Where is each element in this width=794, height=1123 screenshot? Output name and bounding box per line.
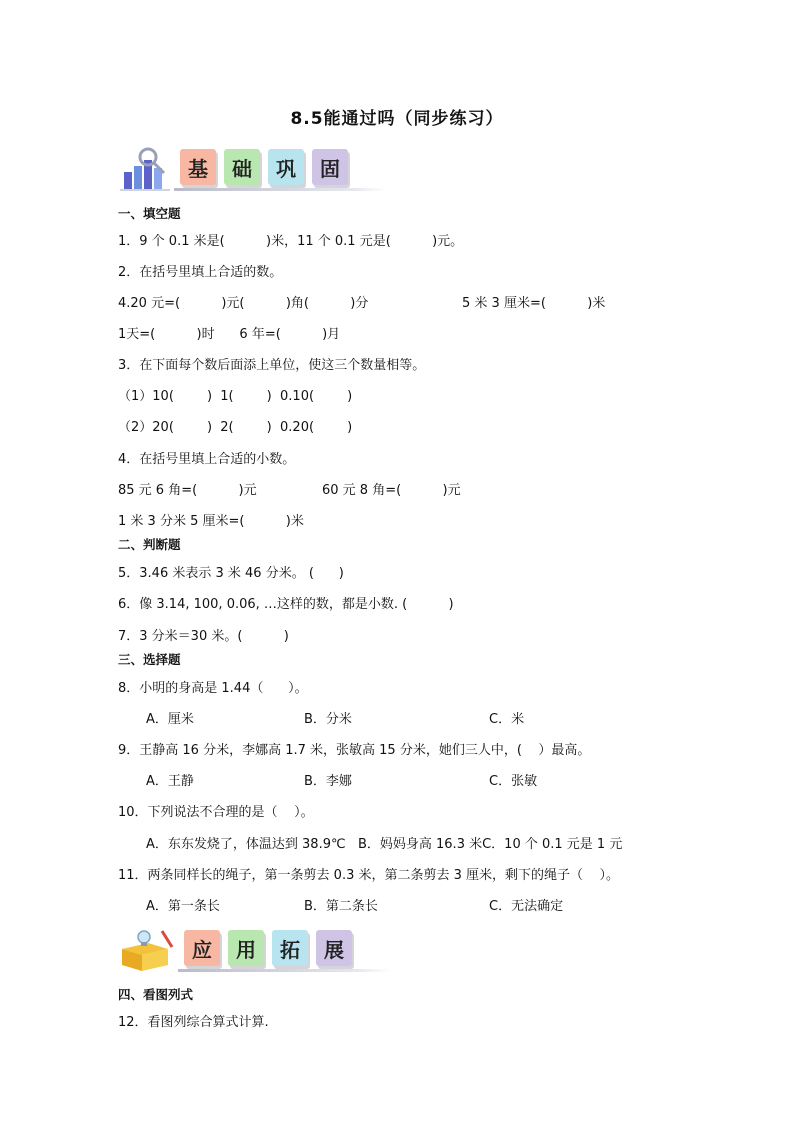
question-3: 3．在下面每个数后面添上单位，使这三个数量相等。 (118, 358, 426, 373)
page-title: 8.5能通过吗（同步练习） (290, 109, 504, 129)
bar-chart-magnifier-icon (118, 146, 176, 192)
question-2-part-c: 1天=( )时 6 年=( )月 (118, 327, 341, 342)
q8-option-c: C．米 (489, 712, 525, 727)
question-4: 4．在括号里填上合适的小数。 (118, 452, 296, 467)
question-2-part-b: 5 米 3 厘米=( )米 (462, 296, 606, 311)
question-9: 9．王静高 16 分米，李娜高 1.7 米，张敏高 15 分米，她们三人中，( ）最高。 (118, 743, 591, 758)
banner-underline (174, 188, 386, 191)
banner-tile-1: 应 (184, 930, 220, 966)
q9-option-b: B．李娜 (304, 774, 352, 789)
question-2-part-a: 4.20 元=( )元( )角( )分 (118, 296, 369, 311)
banner-underline (178, 969, 390, 972)
section-heading-multiple-choice: 三、选择题 (118, 652, 181, 667)
section-heading-true-false: 二、判断题 (118, 537, 181, 552)
question-11: 11．两条同样长的绳子，第一条剪去 0.3 米，第二条剪去 3 厘米，剩下的绳子（ ）。 (118, 868, 620, 883)
section-heading-fill-in: 一、填空题 (118, 206, 181, 221)
banner-tile-1: 基 (180, 149, 216, 185)
q8-option-a: A．厘米 (146, 712, 194, 727)
question-10: 10．下列说法不合理的是（ ）。 (118, 805, 314, 820)
question-12: 12．看图列综合算式计算. (118, 1015, 269, 1030)
question-4-part-b: 60 元 8 角=( )元 (322, 483, 461, 498)
toolbox-lightbulb-icon (118, 927, 176, 973)
banner-tile-4: 展 (316, 930, 352, 966)
q9-option-a: A．王静 (146, 774, 194, 789)
question-3-part-2: （2）20( ) 2( ) 0.20( ) (118, 420, 353, 435)
question-8: 8．小明的身高是 1.44（ ）。 (118, 681, 308, 696)
section-heading-picture-equation: 四、看图列式 (118, 987, 194, 1002)
question-4-part-a: 85 元 6 角=( )元 (118, 483, 257, 498)
banner-tile-3: 巩 (268, 149, 304, 185)
question-4-part-c: 1 米 3 分米 5 厘米=( )米 (118, 514, 304, 529)
banner-tile-2: 用 (228, 930, 264, 966)
banner-tile-2: 础 (224, 149, 260, 185)
question-1: 1．9 个 0.1 米是( )米，11 个 0.1 元是( )元。 (118, 234, 464, 249)
question-5: 5．3.46 米表示 3 米 46 分米。 ( ) (118, 566, 344, 581)
question-6: 6．像 3.14, 100, 0.06, …这样的数，都是小数. ( ) (118, 597, 454, 612)
banner-tile-4: 固 (312, 149, 348, 185)
q9-option-c: C．张敏 (489, 774, 538, 789)
q10-options: A．东东发烧了，体温达到 38.9℃ B．妈妈身高 16.3 米C．10 个 0.1 元是 1 元 (146, 837, 623, 852)
q11-option-c: C．无法确定 (489, 899, 564, 914)
question-2: 2．在括号里填上合适的数。 (118, 265, 283, 280)
question-7: 7．3 分米＝30 米。( ) (118, 629, 289, 644)
q8-option-b: B．分米 (304, 712, 352, 727)
section-banner-basic (118, 146, 388, 192)
question-3-part-1: （1）10( ) 1( ) 0.10( ) (118, 389, 353, 404)
section-banner-application (118, 927, 388, 973)
q11-option-a: A．第一条长 (146, 899, 220, 914)
banner-tile-3: 拓 (272, 930, 308, 966)
q11-option-b: B．第二条长 (304, 899, 378, 914)
